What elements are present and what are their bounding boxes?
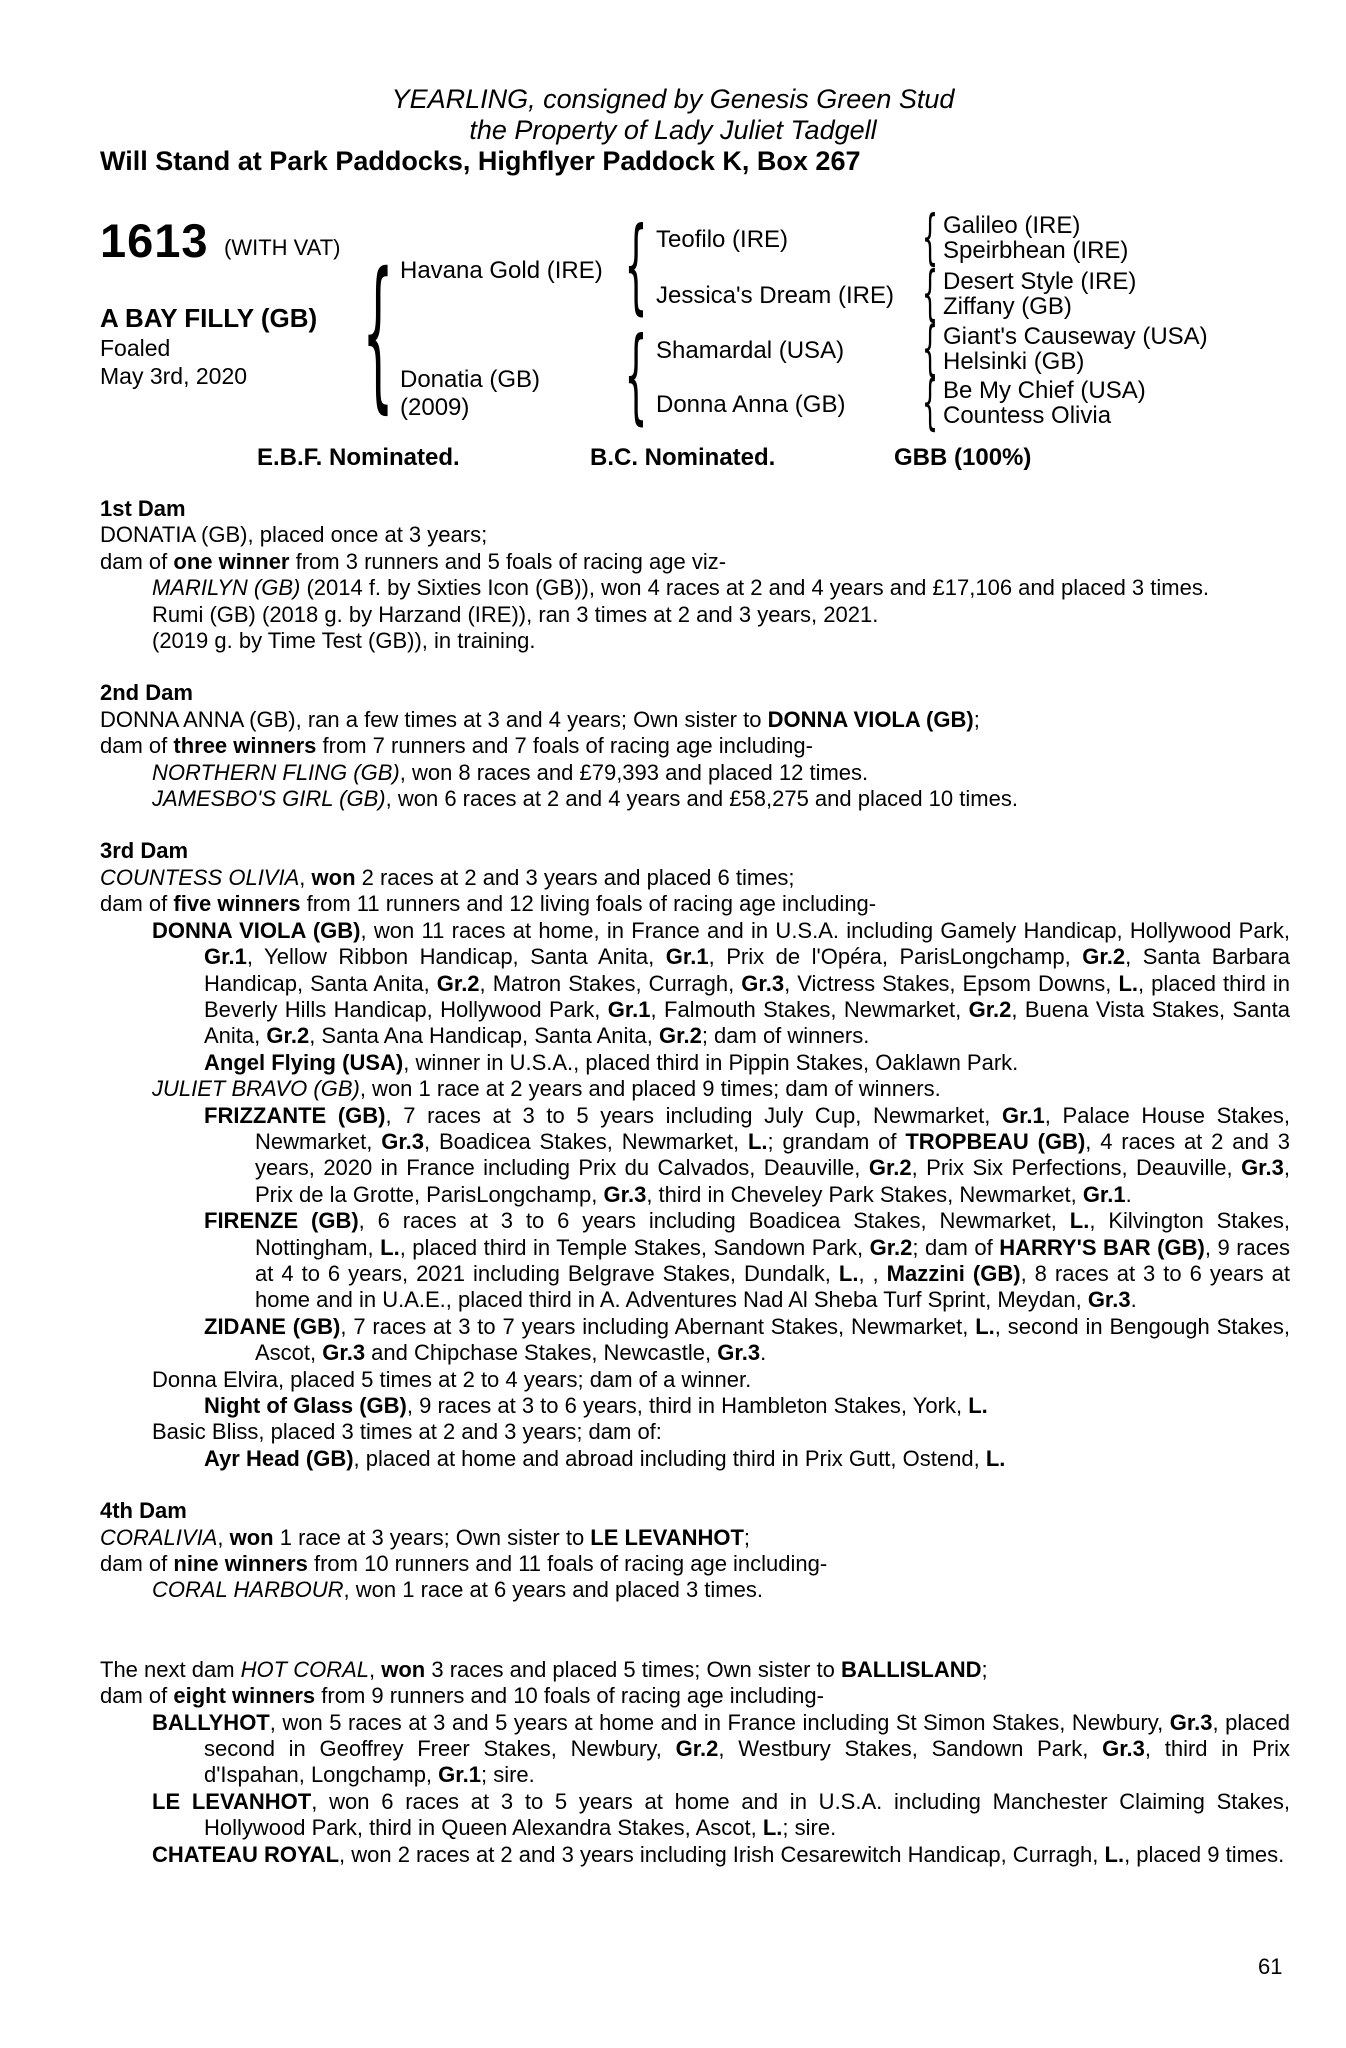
catalogue-paragraph: CHATEAU ROYAL, won 2 races at 2 and 3 years including Irish Cesarewitch Handicap, Curragh, L., placed 9 times. xyxy=(152,1841,1285,1867)
pedigree-brace-g3-1: { xyxy=(921,203,939,273)
pedigree-dam: Donatia (GB) xyxy=(400,366,541,393)
pedigree-brace-g3-2: { xyxy=(921,259,939,329)
gbb-status: GBB (100%) xyxy=(894,444,1032,471)
catalogue-paragraph: MARILYN (GB) (2014 f. by Sixties Icon (GB)), won 4 races at 2 and 4 years and £17,106 and placed 3 times. xyxy=(152,575,1209,601)
stand-location: Will Stand at Park Paddocks, Highflyer Paddock K, Box 267 xyxy=(100,146,861,176)
section-title: 1st Dam xyxy=(100,496,186,521)
pedigree-dam-dam: Donna Anna (GB) xyxy=(656,391,846,418)
catalogue-paragraph: Donna Elvira, placed 5 times at 2 to 4 years; dam of a winner. xyxy=(152,1366,752,1392)
lot-description: A BAY FILLY (GB) xyxy=(100,303,318,333)
property-header: the Property of Lady Juliet Tadgell xyxy=(469,115,877,145)
catalogue-paragraph: JAMESBO'S GIRL (GB), won 6 races at 2 and 4 years and £58,275 and placed 10 times. xyxy=(152,786,1018,812)
foaled-date: May 3rd, 2020 xyxy=(100,363,248,389)
section-title: 3rd Dam xyxy=(100,838,189,864)
catalogue-paragraph: dam of eight winners from 9 runners and 10 foals of racing age including- xyxy=(100,1683,824,1709)
pedigree-sire-sire: Teofilo (IRE) xyxy=(656,226,789,253)
pedigree-dam-sire: Shamardal (USA) xyxy=(656,337,845,364)
pedigree-sire-dam: Jessica's Dream (IRE) xyxy=(656,282,894,309)
section-title: 2nd Dam xyxy=(100,680,193,706)
catalogue-paragraph: FRIZZANTE (GB), 7 races at 3 to 5 years including July Cup, Newmarket, Gr.1, Palace House Stakes, Newmarket, Gr.3, Boadicea Stakes, Newmarket, L.; grandam of TROPBEAU (GB), 4 races at 2 and 3 years, 2020 in France including Prix du Calvados, Deauville, Gr.2, Prix Six Perfections, Deauville, Gr.3, Prix de la Grotte, ParisLongchamp, Gr.3, third in Cheveley Park Stakes, Newmarket, Gr.1. xyxy=(204,1102,1291,1207)
catalogue-paragraph: dam of five winners from 11 runners and 12 living foals of racing age including- xyxy=(100,891,877,917)
catalogue-paragraph: DONNA ANNA (GB), ran a few times at 3 and 4 years; Own sister to DONNA VIOLA (GB); xyxy=(100,706,980,732)
ebf-nomination: E.B.F. Nominated. xyxy=(257,444,460,471)
pedigree-dam-year: (2009) xyxy=(400,394,470,421)
catalogue-paragraph: BALLYHOT, won 5 races at 3 and 5 years at home and in France including St Simon Stakes, Newbury, Gr.3, placed second in Geoffrey Freer Stakes, Newbury, Gr.2, Westbury Stakes, Sandown Park, Gr.3, third in Prix d'Ispahan, Longchamp, Gr.1; sire. xyxy=(152,1709,1290,1788)
dam-section xyxy=(100,496,1290,654)
section-title: 4th Dam xyxy=(100,1498,187,1524)
catalogue-paragraph: DONNA VIOLA (GB), won 11 races at home, in France and in U.S.A. including Gamely Handicap, Hollywood Park, Gr.1, Yellow Ribbon Handicap, Santa Anita, Gr.1, Prix de l'Opéra, ParisLongchamp, Gr.2, Santa Barbara Handicap, Santa Anita, Gr.2, Matron Stakes, Curragh, Gr.3, Victress Stakes, Epsom Downs, L., placed third in Beverly Hills Handicap, Hollywood Park, Gr.1, Falmouth Stakes, Newmarket, Gr.2, Buena Vista Stakes, Santa Anita, Gr.2, Santa Ana Handicap, Santa Anita, Gr.2; dam of winners. xyxy=(152,917,1291,1049)
pedigree-g3-name: Galileo (IRE) xyxy=(943,212,1081,239)
lot-number: 1613 xyxy=(100,214,209,267)
catalogue-paragraph: The next dam HOT CORAL, won 3 races and placed 5 times; Own sister to BALLISLAND; xyxy=(100,1656,988,1682)
pedigree-g3-name: Be My Chief (USA) xyxy=(943,377,1146,404)
catalogue-paragraph: CORALIVIA, won 1 race at 3 years; Own sister to LE LEVANHOT; xyxy=(100,1524,751,1550)
pedigree-text xyxy=(100,496,1290,1868)
catalogue-paragraph: (2019 g. by Time Test (GB)), in training. xyxy=(152,628,536,654)
dam-section xyxy=(100,1657,1290,1868)
catalogue-paragraph: ZIDANE (GB), 7 races at 3 to 7 years including Abernant Stakes, Newmarket, L., second in Bengough Stakes, Ascot, Gr.3 and Chipchase Stakes, Newcastle, Gr.3. xyxy=(204,1313,1290,1366)
foaled-label: Foaled xyxy=(100,335,171,361)
catalogue-paragraph: CORAL HARBOUR, won 1 race at 6 years and placed 3 times. xyxy=(152,1577,763,1603)
pedigree-sire: Havana Gold (IRE) xyxy=(400,257,603,284)
bc-nomination: B.C. Nominated. xyxy=(590,444,776,471)
catalogue-paragraph: JULIET BRAVO (GB), won 1 race at 2 years and placed 9 times; dam of winners. xyxy=(152,1076,941,1102)
catalogue-paragraph: Night of Glass (GB), 9 races at 3 to 6 years, third in Hambleton Stakes, York, L. xyxy=(204,1393,988,1418)
dam-section xyxy=(100,838,1290,1472)
dam-section xyxy=(100,1498,1290,1604)
pedigree-brace-g3-4: { xyxy=(921,368,939,438)
catalogue-paragraph: Rumi (GB) (2018 g. by Harzand (IRE)), ran 3 times at 2 and 3 years, 2021. xyxy=(152,601,879,627)
catalogue-paragraph: dam of three winners from 7 runners and 7 foals of racing age including- xyxy=(100,733,813,759)
pedigree-g3-name: Countess Olivia xyxy=(943,402,1112,429)
pedigree-brace-main: { xyxy=(362,237,394,429)
catalogue-paragraph: dam of nine winners from 10 runners and 11 foals of racing age including- xyxy=(100,1551,828,1577)
pedigree-brace-dam: { xyxy=(624,315,648,437)
consignment-header: YEARLING, consigned by Genesis Green Stud xyxy=(391,84,955,114)
pedigree-g3-name: Giant's Causeway (USA) xyxy=(943,323,1208,350)
pedigree-g3-name: Ziffany (GB) xyxy=(943,293,1072,320)
catalogue-paragraph: dam of one winner from 3 runners and 5 foals of racing age viz- xyxy=(100,548,727,574)
pedigree-g3-name: Speirbhean (IRE) xyxy=(943,237,1129,264)
pedigree-brace-g3-3: { xyxy=(921,314,939,384)
catalogue-paragraph: Ayr Head (GB), placed at home and abroad including third in Prix Gutt, Ostend, L. xyxy=(204,1445,1006,1471)
catalogue-paragraph: FIRENZE (GB), 6 races at 3 to 6 years including Boadicea Stakes, Newmarket, L., Kilvington Stakes, Nottingham, L., placed third in Temple Stakes, Sandown Park, Gr.2; dam of HARRY'S BAR (GB), 9 races at 4 to 6 years, 2021 including Belgrave Stakes, Dundalk, L., , Mazzini (GB), 8 races at 3 to 6 years at home and in U.A.E., placed third in A. Adventures Nad Al Sheba Turf Sprint, Meydan, Gr.3. xyxy=(204,1208,1291,1313)
catalogue-paragraph: Angel Flying (USA), winner in U.S.A., placed third in Pippin Stakes, Oaklawn Park. xyxy=(204,1049,1019,1075)
page-number: 61 xyxy=(1258,1954,1283,1979)
pedigree-g3-name: Helsinki (GB) xyxy=(943,348,1085,375)
dam-section xyxy=(100,680,1290,812)
pedigree-brace-sire: { xyxy=(624,205,648,327)
catalogue-paragraph: LE LEVANHOT, won 6 races at 3 to 5 years at home and in U.S.A. including Manchester Claiming Stakes, Hollywood Park, third in Queen Alexandra Stakes, Ascot, L.; sire. xyxy=(152,1788,1290,1841)
catalogue-paragraph: DONATIA (GB), placed once at 3 years; xyxy=(100,522,488,548)
catalogue-paragraph: NORTHERN FLING (GB), won 8 races and £79,393 and placed 12 times. xyxy=(152,759,869,785)
lot-vat-note: (WITH VAT) xyxy=(224,235,341,260)
catalogue-paragraph: Basic Bliss, placed 3 times at 2 and 3 years; dam of: xyxy=(152,1419,662,1445)
catalogue-paragraph: COUNTESS OLIVIA, won 2 races at 2 and 3 years and placed 6 times; xyxy=(100,864,795,890)
pedigree-g3-name: Desert Style (IRE) xyxy=(943,268,1137,295)
